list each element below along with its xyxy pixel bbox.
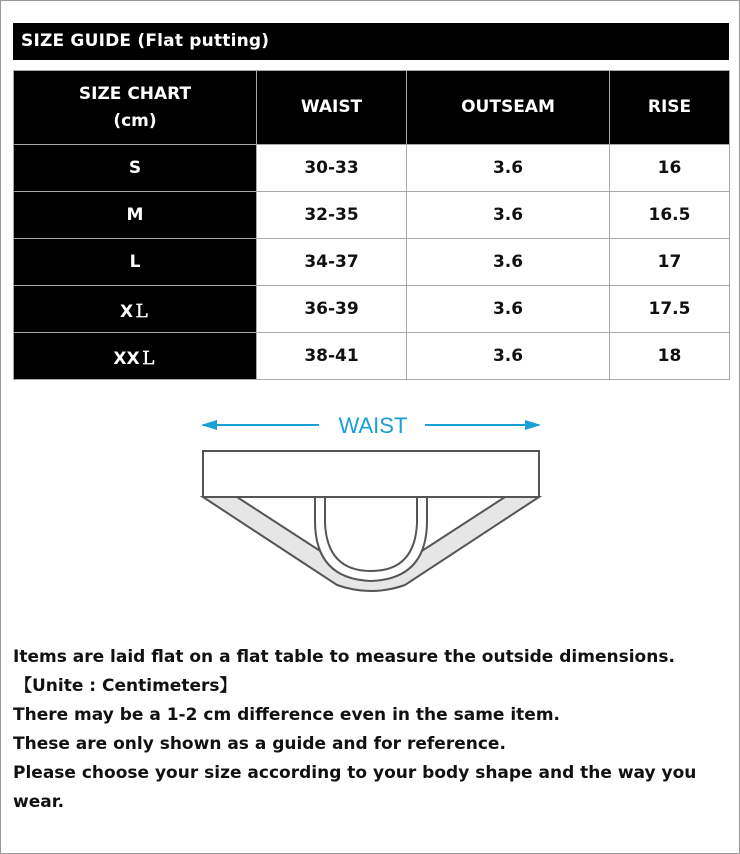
waist-value: 36-39 — [257, 286, 407, 333]
table-header-row — [14, 71, 730, 145]
header-size-chart-unit: (cm) — [113, 110, 157, 131]
table-row — [14, 192, 730, 239]
jockstrap-illustration — [203, 451, 539, 591]
note-unit-line: 【Unite : Centimeters】 — [15, 676, 237, 696]
header-waist: WAIST — [257, 71, 407, 145]
note-line: There may be a 1-2 cm difference even in the same item. — [13, 705, 561, 725]
header-outseam: OUTSEAM — [407, 71, 610, 145]
outseam-value: 3.6 — [407, 145, 610, 192]
waist-value: 32-35 — [257, 192, 407, 239]
size-label: L — [14, 239, 257, 286]
note-line: Items are laid flat on a flat table to measure the outside dimensions. — [13, 647, 675, 667]
table-row — [14, 333, 730, 380]
size-label: S — [14, 145, 257, 192]
table-row — [14, 239, 730, 286]
header-size-chart-label: SIZE CHART — [78, 83, 192, 104]
outseam-value: 3.6 — [407, 333, 610, 380]
outseam-value: 3.6 — [407, 286, 610, 333]
outseam-value: 3.6 — [407, 239, 610, 286]
waist-diagram-label: WAIST — [338, 413, 408, 438]
size-label: M — [14, 192, 257, 239]
header-size-chart — [14, 71, 257, 145]
size-label: XＬ — [14, 286, 257, 333]
outseam-value: 3.6 — [407, 192, 610, 239]
rise-value: 18 — [610, 333, 730, 380]
measurement-notes — [13, 643, 729, 817]
waist-measurement-diagram — [191, 401, 551, 601]
rise-value: 17.5 — [610, 286, 730, 333]
size-label: XXＬ — [14, 333, 257, 380]
table-row — [14, 286, 730, 333]
table-row — [14, 145, 730, 192]
size-chart-table — [13, 70, 730, 380]
waist-value: 30-33 — [257, 145, 407, 192]
rise-value: 16 — [610, 145, 730, 192]
note-line: Please choose your size according to your body shape and the way you wear. — [13, 763, 697, 812]
rise-value: 16.5 — [610, 192, 730, 239]
note-line: These are only shown as a guide and for reference. — [13, 734, 506, 754]
header-rise: RISE — [610, 71, 730, 145]
waist-value: 34-37 — [257, 239, 407, 286]
size-guide-title: SIZE GUIDE (Flat putting) — [13, 23, 729, 60]
waist-value: 38-41 — [257, 333, 407, 380]
rise-value: 17 — [610, 239, 730, 286]
